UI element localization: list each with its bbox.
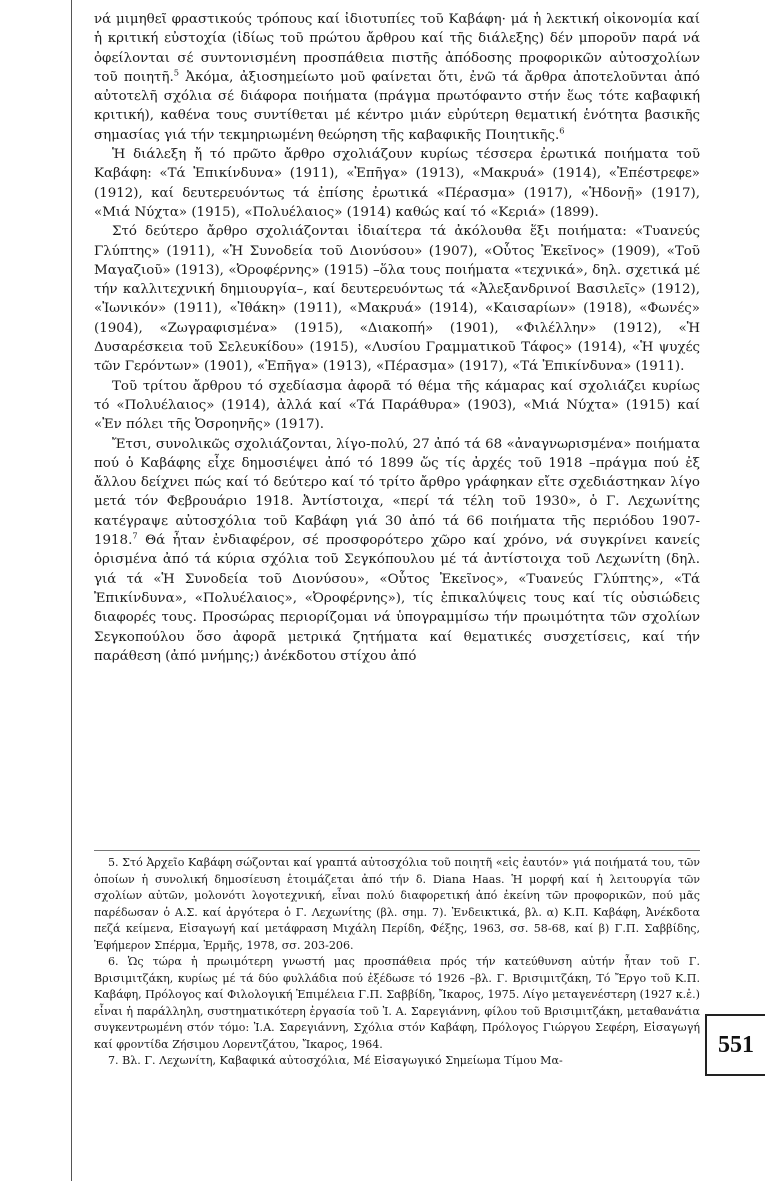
paragraph-5: Ἔτσι, συνολικῶς σχολιάζονται, λίγο-πολύ, 27 ἀπό τά 68 «ἀναγνωρισμένα» ποιήματα πού ὁ Καβάφης εἶχε δημοσιέψει ἀπό τό 1899 ὥς τίς ἀρχές τοῦ 1918 –πράγμα πού ἐξ ἄλλου δείχνει πώς καί τό δεύτερο καί τό τρίτο ἄρθρο γράφηκαν εἴτε σχεδιάστηκαν λίγο μετά τόν Φεβρουάριο 1918. Ἀντίστοιχα, «περί τά τέλη τοῦ 1930», ὁ Γ. Λεχωνίτης κατέγραψε αὐτοσχόλια τοῦ Καβάφη γιά 30 ἀπό τά 66 ποιήματα τῆς περιόδου 1907-1918.$^7$ Θά ἦταν ἐνδιαφέρον, σέ προσφορότερο χῶρο καί χρόνο, νά συγκρίνει κανείς ὁρισμένα ἀπό τά κύρια σχόλια τοῦ Σεγκόπουλου μέ τά ἀντίστοιχα τοῦ Λεχωνίτη (δηλ. γιά τά «Ἡ Συνοδεία τοῦ Διονύσου», «Οὗτος Ἐκεῖνος», «Τυανεύς Γλύπτης», «Τά Ἐπικίνδυνα», «Πολυέλαιος», «Ὀροφέρνης»), τίς ἐπικαλύψεις τους καί τίς οὐσιώδεις διαφορές τους. Προσώρας περιορίζομαι νά ὑπογραμμίσω τήν πρωιμότητα τῶν σχολίων Σεγκοπούλου ὅσο ἀφορᾶ μετρικά ζητήματα καί θεματικές συσχετίσεις, καί τήν παράθεση (ἀπό μνήμης;) ἀνέκδοτου στίχου ἀπό — [94, 436, 700, 664]
footnote-ref-7: 7 — [132, 530, 138, 541]
footnote-divider — [94, 850, 700, 851]
footnote-5: 5. Στό Ἀρχεῖο Καβάφη σώζονται καί γραπτά αὐτοσχόλια τοῦ ποιητῆ «εἰς ἑαυτόν» γιά ποιήματά του, τῶν ὁποίων ἡ συνολική δημοσίευση ἑτοιμάζεται ἀπό τήν δ. Diana Haas. Ἡ μορφή καί ἡ λειτουργία τῶν σχολίων αὐτῶν, μολονότι λογοτεχνική, εἶναι πολύ διαφορετική ἀπό ἐκείνη τῶν προφορικῶν, πού μᾶς παρέδωσαν ὁ Α.Σ. καί ἀργότερα ὁ Γ. Λεχωνίτης (βλ. σημ. 7). Ἐνδεικτικά, βλ. α) Κ.Π. Καβάφη, Ἀνέκδοτα πεζά κείμενα, Εἰσαγωγή καί μετάφραση Μιχάλη Περίδη, Φέξης, 1963, σσ. 58-68, καί β) Γ.Π. Σαββίδης, Ἐφήμερον Σπέρμα, Ἑρμῆς, 1978, σσ. 203-206. — [94, 856, 700, 952]
paragraph-2: Ἡ διάλεξη ἤ τό πρῶτο ἄρθρο σχολιάζουν κυρίως τέσσερα ἐρωτικά ποιήματα τοῦ Καβάφη: «Τά Ἐπικίνδυνα» (1911), «Ἐπῆγα» (1913), «Μακρυά» (1914), «Ἐπέστρεφε» (1912), καί δευτερευόντως τά ἐπίσης ἐρωτικά «Πέρασμα» (1917), «Ἡδονῇ» (1917), «Μιά Νύχτα» (1915), «Πολυέλαιος» (1914) καθώς καί τό «Κεριά» (1899). — [94, 147, 700, 220]
footnote-ref-6: 6 — [559, 125, 565, 136]
footnote-7: 7. Βλ. Γ. Λεχωνίτη, Καβαφικά αὐτοσχόλια, Μέ Εἰσαγωγικό Σημείωμα Τίμου Μα- — [108, 1054, 563, 1067]
paragraph-4: Τοῦ τρίτου ἄρθρου τό σχεδίασμα ἀφορᾶ τό θέμα τῆς κάμαρας καί σχολιάζει κυρίως τό «Πολυέλαιος» (1914), ἀλλά καί «Τά Παράθυρα» (1903), «Μιά Νύχτα» (1915) καί «Ἐν πόλει τῆς Ὀσροηνῆς» (1917). — [94, 378, 700, 433]
paragraph-3: Στό δεύτερο ἄρθρο σχολιάζονται ἰδιαίτερα τά ἀκόλουθα ἕξι ποιήματα: «Τυανεύς Γλύπτης» (1911), «Ἡ Συνοδεία τοῦ Διονύσου» (1907), «Οὗτος Ἐκεῖνος» (1909), «Τοῦ Μαγαζιοῦ» (1913), «Ὀροφέρνης» (1915) –ὅλα τους ποιήματα «τεχνικά», δηλ. σχετικά μέ τήν καλλιτεχνική δημιουργία–, καί δευτερευόντως τά «Ἀλεξανδρινοί Βασιλεῖς» (1912), «Ἰωνικόν» (1911), «Ἰθάκη» (1911), «Μακρυά» (1914), «Καισαρίων» (1918), «Φωνές» (1904), «Ζωγραφισμένα» (1915), «Διακοπή» (1901), «Φιλέλλην» (1912), «Ἡ Δυσαρέσκεια τοῦ Σελευκίδου» (1915), «Λυσίου Γραμματικοῦ Τάφος» (1914), «Ἡ ψυχές τῶν Γερόντων» (1901), «Ἐπῆγα» (1913), «Πέρασμα» (1917), «Τά Ἐπικίνδυνα» (1911). — [94, 224, 700, 375]
left-margin-rule — [71, 0, 72, 1181]
page-number: 551 — [705, 1014, 765, 1076]
main-text — [94, 10, 700, 666]
paragraph-1: νά μιμηθεῖ φραστικούς τρόπους καί ἰδιοτυπίες τοῦ Καβάφη· μά ἡ λεκτική οἰκονομία καί ἡ κριτική εὐστοχία (ἰδίως τοῦ πρώτου ἄρθρου καί τῆς διάλεξης) δέν μποροῦν παρά νά ὀφείλονται σέ συντονισμένη προσπάθεια πιστῆς ἀπόδοσης προφορικῶν αὐτοσχολίων τοῦ ποιητῆ.$^5$ Ἀκόμα, ἀξιοσημείωτο μοῦ φαίνεται ὅτι, ἐνῶ τά ἄρθρα ἀποτελοῦνται ἀπό αὐτοτελῆ σχόλια σέ διάφορα ποιήματα (πράγμα πρωτόφαντο στήν ἕως τότε καβαφική κριτική), καθένα τους συντίθεται μέ κέντρο μιάν εὐρύτερη θεματική ἑνότητα βασικῆς σημασίας γιά τήν τεκμηριωμένη θεώρηση τῆς καβαφικῆς Ποιητικῆς.$^6$ — [94, 12, 700, 143]
footnotes — [94, 855, 700, 1070]
footnote-ref-5: 5 — [173, 67, 180, 78]
footnote-6: 6. Ὡς τώρα ἡ πρωιμότερη γνωστή μας προσπάθεια πρός τήν κατεύθυνση αὐτήν ἦταν τοῦ Γ. Βρισιμιτζάκη, κυρίως μέ τά δύο φυλλάδια πού ἐξέδωσε τό 1926 –βλ. Γ. Βρισιμιτζάκη, Τό Ἔργο τοῦ Κ.Π. Καβάφη, Πρόλογος καί Φιλολογική Ἐπιμέλεια Γ.Π. Σαββίδη, Ἴκαρος, 1975. Λίγο μεταγενέστερη (1927 κ.ἑ.) εἶναι ἡ παράλληλη, συστηματικότερη ἐργασία τοῦ Ἰ. Α. Σαρεγιάννη, φίλου τοῦ Βρισιμιτζάκη, μεταθανάτια συγκεντρωμένη στόν τόμο: Ἰ.Α. Σαρεγιάννη, Σχόλια στόν Καβάφη, Πρόλογος Γιώργου Σεφέρη, Εἰσαγωγή καί φροντίδα Ζήσιμου Λορεντζάτου, Ἴκαρος, 1964. — [94, 955, 700, 1051]
